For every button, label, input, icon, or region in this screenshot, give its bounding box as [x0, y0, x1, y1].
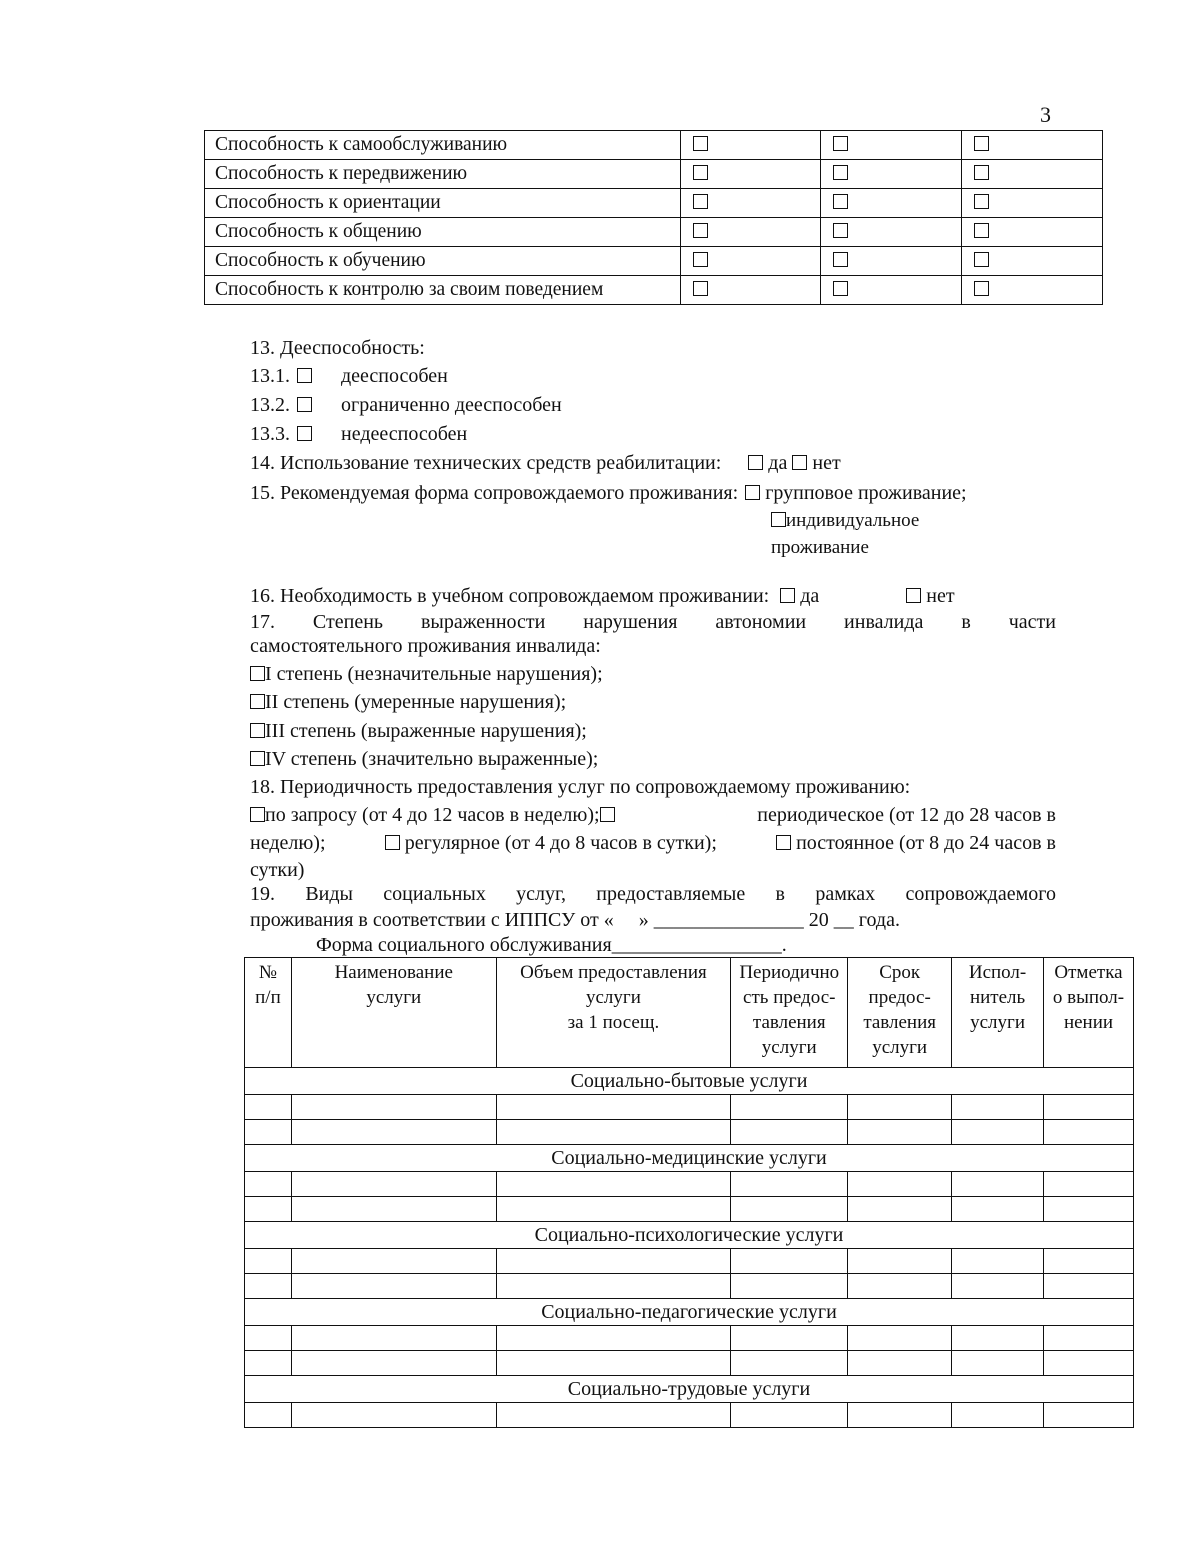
s14-yes-checkbox[interactable]	[748, 455, 763, 470]
header-line: сть предос-	[743, 987, 836, 1008]
word: предоставляемые	[596, 883, 746, 905]
ability-checkbox[interactable]	[833, 252, 848, 267]
blank-cell[interactable]	[496, 1197, 731, 1222]
s18-week-label: неделю);	[250, 832, 326, 854]
blank-cell[interactable]	[952, 1326, 1044, 1351]
services-column-header	[848, 958, 952, 1068]
header-line: услуги	[761, 1037, 817, 1058]
s18-line-3: сутки)	[250, 859, 305, 881]
blank-cell[interactable]	[291, 1120, 496, 1145]
s14-no-label: нет	[812, 452, 841, 474]
ability-option-cell	[680, 131, 821, 160]
s15-text: 15. Рекомендуемая форма сопровождаемого проживания:	[250, 482, 739, 504]
s15-individual-label-a: индивидуальное	[786, 510, 920, 531]
s15-individual-checkbox[interactable]	[771, 512, 786, 527]
ability-checkbox[interactable]	[693, 194, 708, 209]
blank-cell[interactable]	[731, 1197, 848, 1222]
ability-checkbox[interactable]	[974, 223, 989, 238]
s16-yes-checkbox[interactable]	[780, 588, 795, 603]
ability-row	[205, 218, 1103, 247]
header-line: п/п	[255, 987, 281, 1008]
s14-text: 14. Использование технических средств реабилитации:	[250, 452, 722, 474]
ability-checkbox[interactable]	[974, 252, 989, 267]
word: в	[775, 883, 785, 905]
s17-option-2-checkbox[interactable]	[250, 694, 265, 709]
s14-no-checkbox[interactable]	[792, 455, 807, 470]
blank-cell[interactable]	[1044, 1095, 1134, 1120]
ability-label: Способность к общению	[205, 218, 681, 247]
ability-checkbox[interactable]	[693, 136, 708, 151]
s18-periodic-label: периодическое (от 12 до 28 часов в	[757, 804, 1056, 826]
blank-cell[interactable]	[245, 1274, 292, 1299]
ability-option-cell	[821, 247, 962, 276]
ability-checkbox[interactable]	[974, 165, 989, 180]
s18-periodic-checkbox[interactable]	[600, 807, 615, 822]
blank-cell[interactable]	[731, 1172, 848, 1197]
header-line: о выпол-	[1052, 987, 1125, 1008]
abilities-table	[204, 130, 1103, 305]
s13-title: 13. Дееспособность:	[250, 337, 425, 359]
services-column-header	[496, 958, 731, 1068]
blank-cell[interactable]	[496, 1274, 731, 1299]
s18-title: 18. Периодичность предоставления услуг по сопровождаемому проживанию:	[250, 776, 911, 798]
ability-option-cell	[821, 276, 962, 305]
ability-checkbox[interactable]	[833, 136, 848, 151]
ability-option-cell	[821, 160, 962, 189]
blank-cell[interactable]	[952, 1197, 1044, 1222]
s13-option-2-label: ограниченно дееспособен	[341, 394, 562, 416]
blank-cell[interactable]	[245, 1403, 292, 1428]
s13-option-1-checkbox[interactable]	[297, 368, 312, 383]
blank-cell[interactable]	[952, 1249, 1044, 1274]
blank-cell[interactable]	[731, 1326, 848, 1351]
ability-option-cell	[680, 276, 821, 305]
header-line: тавления	[863, 1012, 936, 1033]
ability-option-cell	[680, 218, 821, 247]
section-row	[245, 1145, 1134, 1172]
ability-label: Способность к контролю за своим поведением	[205, 276, 681, 305]
word: Степень	[312, 611, 384, 633]
ability-label: Способность к самообслуживанию	[205, 131, 681, 160]
blank-cell[interactable]	[291, 1197, 496, 1222]
blank-service-row	[245, 1197, 1134, 1222]
ability-option-cell	[680, 247, 821, 276]
word: нарушения	[583, 611, 678, 633]
s17-option-4	[250, 748, 598, 771]
blank-cell[interactable]	[1044, 1120, 1134, 1145]
ability-checkbox[interactable]	[833, 165, 848, 180]
header-line: нении	[1063, 1012, 1114, 1033]
word: выраженности	[420, 611, 546, 633]
s15-individual-label-b: проживание	[771, 537, 869, 558]
ability-checkbox[interactable]	[974, 194, 989, 209]
blank-cell[interactable]	[731, 1274, 848, 1299]
ability-label: Способность к обучению	[205, 247, 681, 276]
ability-row	[205, 276, 1103, 305]
blank-cell[interactable]	[291, 1351, 496, 1376]
blank-cell[interactable]	[245, 1197, 292, 1222]
blank-cell[interactable]	[1044, 1172, 1134, 1197]
header-line: Объем предоставления	[520, 962, 707, 983]
blank-cell[interactable]	[496, 1326, 731, 1351]
word: услуг,	[516, 883, 566, 905]
ability-option-cell	[962, 247, 1103, 276]
section-title: Социально-педагогические услуги	[245, 1299, 1134, 1326]
blank-cell[interactable]	[496, 1403, 731, 1428]
blank-cell[interactable]	[496, 1095, 731, 1120]
ability-option-cell	[680, 189, 821, 218]
blank-service-row	[245, 1172, 1134, 1197]
blank-cell[interactable]	[245, 1351, 292, 1376]
blank-cell[interactable]	[291, 1172, 496, 1197]
s17-option-2	[250, 691, 566, 714]
blank-cell[interactable]	[496, 1172, 731, 1197]
header-line: нитель	[969, 987, 1026, 1008]
ability-checkbox[interactable]	[974, 136, 989, 151]
blank-cell[interactable]	[952, 1403, 1044, 1428]
header-line: Наименование	[334, 962, 453, 983]
ability-label: Способность к ориентации	[205, 189, 681, 218]
blank-cell[interactable]	[848, 1326, 952, 1351]
s18-line-1	[250, 804, 1056, 827]
ability-option-cell	[962, 160, 1103, 189]
ability-option-cell	[962, 218, 1103, 247]
s14-line	[250, 452, 841, 475]
blank-cell[interactable]	[952, 1172, 1044, 1197]
services-column-header	[245, 958, 292, 1068]
word: автономии	[715, 611, 807, 633]
blank-service-row	[245, 1120, 1134, 1145]
blank-cell[interactable]	[1044, 1351, 1134, 1376]
header-line: услуги	[970, 1012, 1025, 1033]
ability-row	[205, 160, 1103, 189]
header-line: №	[258, 962, 278, 983]
word: социальных	[383, 883, 486, 905]
blank-cell[interactable]	[848, 1249, 952, 1274]
s15-individual	[771, 510, 919, 532]
blank-cell[interactable]	[848, 1172, 952, 1197]
ability-label: Способность к передвижению	[205, 160, 681, 189]
blank-cell[interactable]	[245, 1326, 292, 1351]
s16-no-label: нет	[926, 585, 955, 607]
s17-line-1	[250, 611, 1056, 634]
s15-group-label: групповое проживание;	[765, 482, 967, 504]
header-line: Периодично	[739, 962, 840, 983]
section-row	[245, 1376, 1134, 1403]
s19-line-1	[250, 883, 1056, 906]
ability-checkbox[interactable]	[833, 281, 848, 296]
ability-row	[205, 189, 1103, 218]
blank-cell[interactable]	[731, 1120, 848, 1145]
s15-group-checkbox[interactable]	[745, 485, 760, 500]
s17-option-3	[250, 720, 587, 743]
word: инвалида	[844, 611, 924, 633]
s13-option-2	[250, 394, 562, 417]
blank-cell[interactable]	[848, 1120, 952, 1145]
blank-cell[interactable]	[291, 1403, 496, 1428]
s13-option-2-checkbox[interactable]	[297, 397, 312, 412]
services-column-header	[952, 958, 1044, 1068]
section-row	[245, 1222, 1134, 1249]
s17-option-3-checkbox[interactable]	[250, 723, 265, 738]
blank-cell[interactable]	[1044, 1197, 1134, 1222]
services-column-header	[731, 958, 848, 1068]
header-line: Отметка	[1054, 962, 1123, 983]
blank-cell[interactable]	[731, 1249, 848, 1274]
ability-checkbox[interactable]	[693, 252, 708, 267]
s19-form-label: Форма социального обслуживания_________________.	[316, 934, 787, 956]
section-title: Социально-психологические услуги	[245, 1222, 1134, 1249]
s17-option-4-checkbox[interactable]	[250, 751, 265, 766]
ability-checkbox[interactable]	[693, 165, 708, 180]
word: рамках	[815, 883, 876, 905]
ability-option-cell	[962, 276, 1103, 305]
blank-cell[interactable]	[496, 1249, 731, 1274]
s16-yes-label: да	[800, 585, 820, 607]
word: 17.	[250, 611, 275, 633]
header-line: предос-	[868, 987, 931, 1008]
s13-option-3-number: 13.3.	[250, 423, 290, 445]
blank-cell[interactable]	[245, 1172, 292, 1197]
header-line: Испол-	[968, 962, 1027, 983]
blank-service-row	[245, 1351, 1134, 1376]
section-row	[245, 1299, 1134, 1326]
blank-cell[interactable]	[731, 1351, 848, 1376]
services-column-header	[1044, 958, 1134, 1068]
ability-checkbox[interactable]	[833, 223, 848, 238]
s18-request-label: по запросу (от 4 до 12 часов в неделю);	[265, 804, 600, 826]
word: 19.	[250, 883, 275, 905]
word: сопровождаемого	[905, 883, 1056, 905]
s13-option-1-label: дееспособен	[341, 365, 448, 387]
s13-option-1-number: 13.1.	[250, 365, 290, 387]
blank-cell[interactable]	[848, 1274, 952, 1299]
s13-option-3	[250, 423, 467, 446]
s18-line-2	[250, 832, 1056, 855]
blank-cell[interactable]	[848, 1197, 952, 1222]
ability-checkbox[interactable]	[693, 281, 708, 296]
s17-option-1-label: I степень (незначительные нарушения);	[265, 663, 603, 685]
s17-option-1-checkbox[interactable]	[250, 666, 265, 681]
blank-cell[interactable]	[291, 1249, 496, 1274]
blank-cell[interactable]	[245, 1095, 292, 1120]
services-column-header	[291, 958, 496, 1068]
ability-option-cell	[821, 131, 962, 160]
blank-cell[interactable]	[731, 1403, 848, 1428]
s16-text: 16. Необходимость в учебном сопровождаемом проживании:	[250, 585, 770, 607]
word: части	[1008, 611, 1056, 633]
blank-cell[interactable]	[952, 1274, 1044, 1299]
blank-cell[interactable]	[952, 1120, 1044, 1145]
ability-checkbox[interactable]	[693, 223, 708, 238]
ability-checkbox[interactable]	[974, 281, 989, 296]
blank-service-row	[245, 1326, 1134, 1351]
word: Виды	[305, 883, 353, 905]
header-line: услуги	[872, 1037, 928, 1058]
s18-regular-checkbox[interactable]	[385, 835, 400, 850]
s17-option-3-label: III степень (выраженные нарушения);	[265, 720, 587, 742]
services-table	[244, 957, 1134, 1428]
ability-option-cell	[962, 189, 1103, 218]
blank-cell[interactable]	[1044, 1326, 1134, 1351]
blank-cell[interactable]	[1044, 1403, 1134, 1428]
blank-cell[interactable]	[848, 1351, 952, 1376]
ability-option-cell	[680, 160, 821, 189]
s17-option-4-label: IV степень (значительно выраженные);	[265, 748, 599, 770]
blank-service-row	[245, 1095, 1134, 1120]
blank-cell[interactable]	[496, 1351, 731, 1376]
header-line: Срок	[879, 962, 921, 983]
header-line: услуги	[586, 987, 641, 1008]
s13-option-3-checkbox[interactable]	[297, 426, 312, 441]
ability-option-cell	[821, 218, 962, 247]
s17-option-1	[250, 663, 603, 686]
blank-cell[interactable]	[291, 1274, 496, 1299]
section-row	[245, 1068, 1134, 1095]
blank-cell[interactable]	[496, 1120, 731, 1145]
section-title: Социально-медицинские услуги	[245, 1145, 1134, 1172]
header-line: тавления	[752, 1012, 826, 1033]
s14-yes-label: да	[768, 452, 788, 474]
page-number: 3	[1040, 102, 1051, 127]
blank-cell[interactable]	[245, 1249, 292, 1274]
blank-service-row	[245, 1274, 1134, 1299]
header-line: услуги	[366, 987, 422, 1008]
word: в	[961, 611, 971, 633]
section-title: Социально-бытовые услуги	[245, 1068, 1134, 1095]
s18-constant-checkbox[interactable]	[776, 835, 791, 850]
s18-request-checkbox[interactable]	[250, 807, 265, 822]
ability-option-cell	[962, 131, 1103, 160]
blank-cell[interactable]	[848, 1095, 952, 1120]
s16-line	[250, 585, 955, 608]
s18-regular-label: регулярное (от 4 до 8 часов в сутки);	[404, 832, 717, 854]
blank-cell[interactable]	[245, 1120, 292, 1145]
blank-cell[interactable]	[1044, 1249, 1134, 1274]
s13-option-3-label: недееспособен	[341, 423, 468, 445]
blank-cell[interactable]	[952, 1351, 1044, 1376]
ability-row	[205, 247, 1103, 276]
ability-option-cell	[821, 189, 962, 218]
s15-line	[250, 482, 967, 505]
s16-no-checkbox[interactable]	[906, 588, 921, 603]
blank-service-row	[245, 1403, 1134, 1428]
s17-option-2-label: II степень (умеренные нарушения);	[265, 691, 567, 713]
section-title: Социально-трудовые услуги	[245, 1376, 1134, 1403]
s19-line-2: проживания в соответствии с ИППСУ от « » _______________ 20 __ года.	[250, 909, 900, 931]
s17-line-2: самостоятельного проживания инвалида:	[250, 635, 601, 657]
blank-cell[interactable]	[848, 1403, 952, 1428]
blank-cell[interactable]	[291, 1095, 496, 1120]
blank-cell[interactable]	[731, 1095, 848, 1120]
blank-cell[interactable]	[291, 1326, 496, 1351]
s18-constant-label: постоянное (от 8 до 24 часов в	[796, 832, 1056, 854]
s13-option-1	[250, 365, 448, 388]
s13-option-2-number: 13.2.	[250, 394, 290, 416]
blank-cell[interactable]	[952, 1095, 1044, 1120]
blank-service-row	[245, 1249, 1134, 1274]
header-line: за 1 посещ.	[567, 1012, 660, 1033]
ability-checkbox[interactable]	[833, 194, 848, 209]
ability-row	[205, 131, 1103, 160]
blank-cell[interactable]	[1044, 1274, 1134, 1299]
